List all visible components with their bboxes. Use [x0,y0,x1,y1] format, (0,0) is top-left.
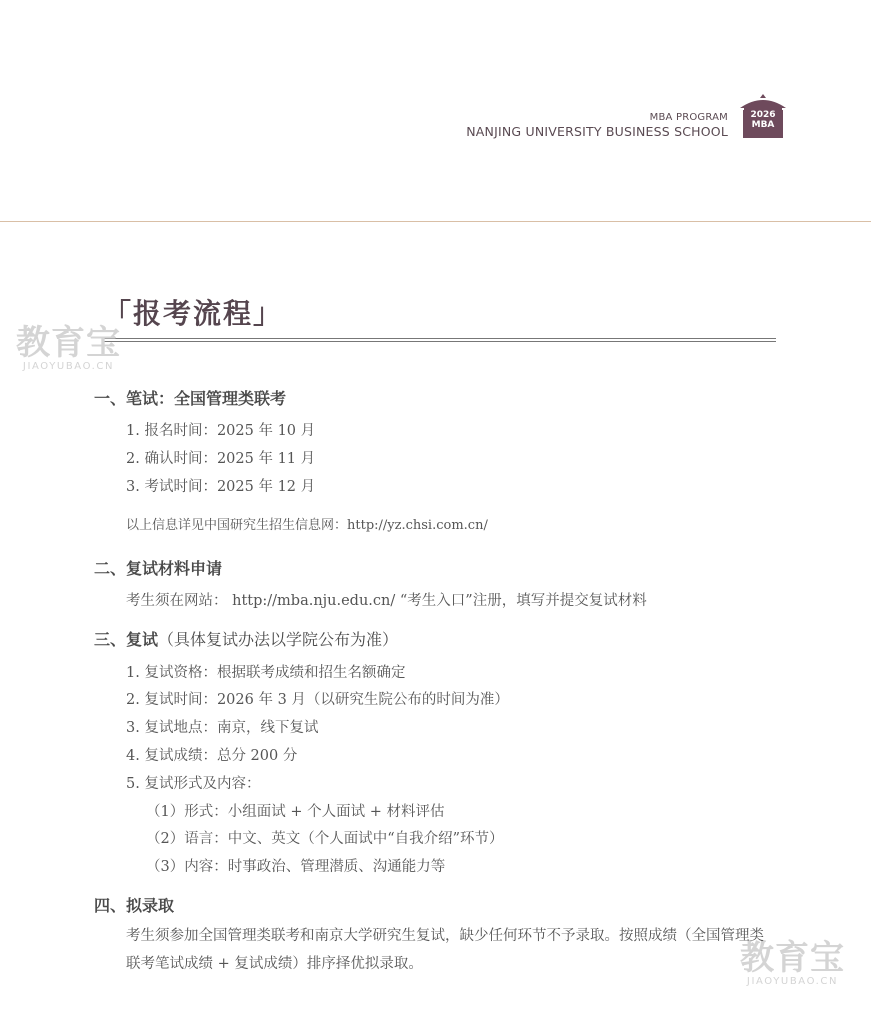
section-2-heading: 二、复试材料申请 [94,559,223,578]
list-item: 3. 考试时间：2025 年 12 月 [126,479,316,495]
title-divider [103,338,776,342]
mba-badge-text [743,110,783,130]
list-item: 2. 确认时间：2025 年 11 月 [126,451,316,467]
badge-label: MBA [751,120,775,130]
watermark-url: JIAOYUBAO.CN [22,361,115,372]
header-divider [0,221,871,222]
badge-year: 2026 [750,110,776,120]
section-2-text: 考生须在网站： http://mba.nju.edu.cn/ “考生入口”注册，填写并提交复试材料 [126,593,647,609]
watermark-top [16,323,121,372]
program-label: MBA PROGRAM [649,112,728,123]
program-header [466,112,728,140]
sub-list-item: （1）形式：小组面试 + 个人面试 + 材料评估 [146,804,445,820]
section-3-heading-note: （具体复试办法以学院公布为准） [158,630,399,649]
section-3-heading-main: 三、复试 [94,630,159,649]
watermark-url: JIAOYUBAO.CN [746,976,839,987]
section-4-heading: 四、拟录取 [94,896,175,915]
sub-list-item: （3）内容：时事政治、管理潜质、沟通能力等 [146,859,446,875]
watermark-text: 教育宝 [16,323,121,363]
page-title: 「报考流程」 [103,297,284,330]
list-item: 5. 复试形式及内容： [126,776,261,792]
list-item: 1. 报名时间：2025 年 10 月 [126,423,316,439]
sub-list-item: （2）语言：中文、英文（个人面试中“自我介绍”环节） [146,831,504,847]
school-name: NANJING UNIVERSITY BUSINESS SCHOOL [466,124,728,139]
list-item: 1. 复试资格：根据联考成绩和招生名额确定 [126,665,406,681]
section-1-note: 以上信息详见中国研究生招生信息网：http://yz.chsi.com.cn/ [126,518,488,533]
section-3-heading [94,627,398,650]
list-item: 4. 复试成绩：总分 200 分 [126,748,298,764]
list-item: 3. 复试地点：南京，线下复试 [126,720,319,736]
section-1-heading: 一、笔试：全国管理类联考 [94,389,287,408]
list-item: 2. 复试时间：2026 年 3 月（以研究生院公布的时间为准） [126,692,509,708]
watermark-text: 教育宝 [740,938,845,978]
section-4-text: 考生须参加全国管理类联考和南京大学研究生复试，缺少任何环节不予录取。按照成绩（全国管理类联考笔试成绩 + 复试成绩）排序择优拟录取。 [126,928,764,972]
